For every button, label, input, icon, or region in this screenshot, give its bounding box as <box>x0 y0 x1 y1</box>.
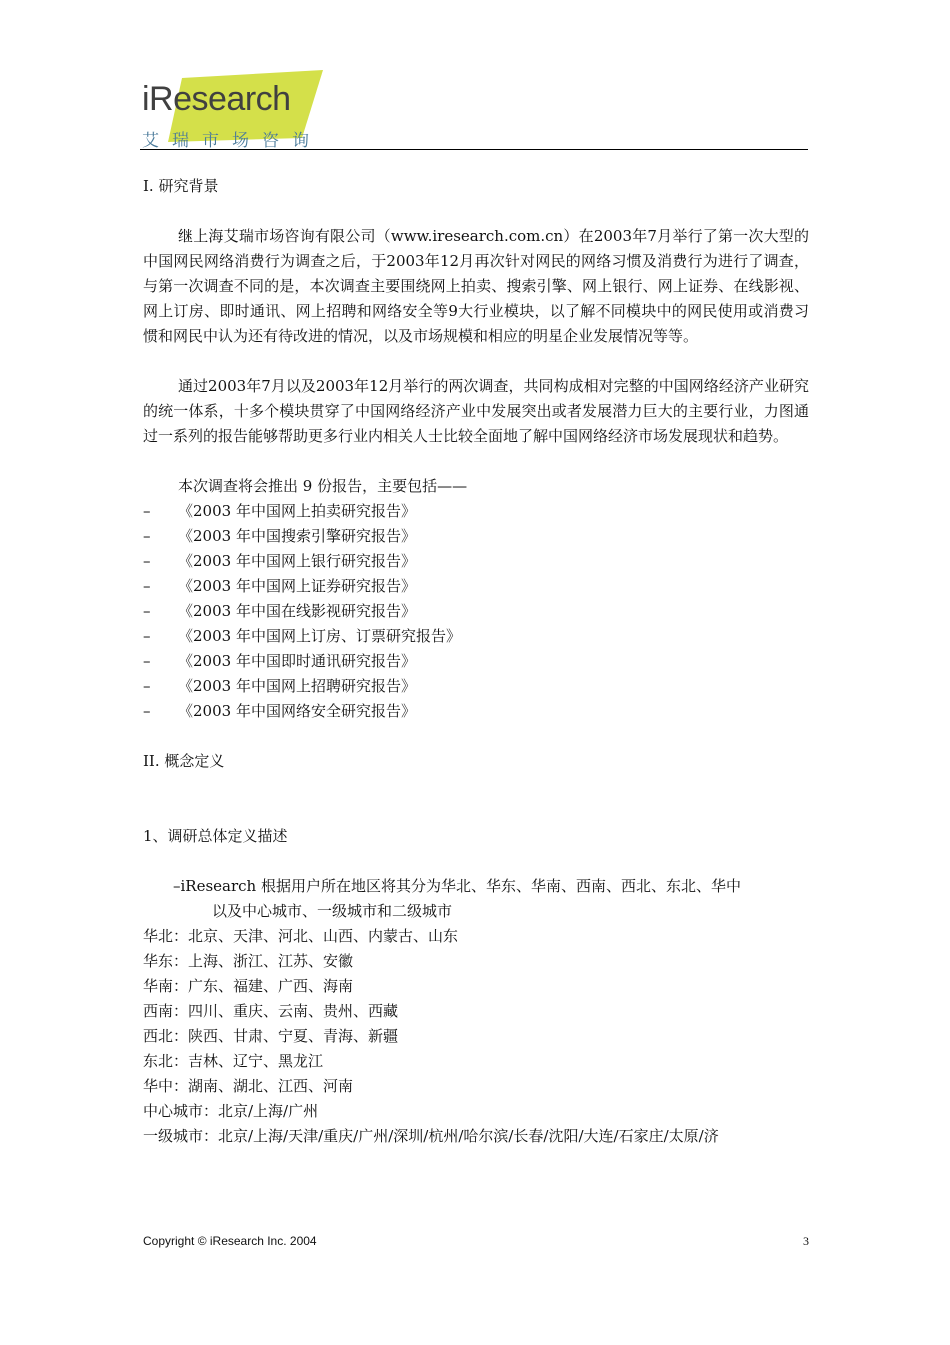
region-line: 西北：陕西、甘肃、宁夏、青海、新疆 <box>143 1027 399 1045</box>
report-item: – 《2003 年中国网上订房、订票研究报告》 <box>143 624 809 649</box>
list-dash: – <box>143 602 151 620</box>
logo-subtitle-text: 艾瑞市场咨询 <box>142 131 322 151</box>
region-note-line-2: 以及中心城市、一级城市和二级城市 <box>212 902 453 920</box>
logo-brand-text: iResearch <box>142 80 291 118</box>
region-line: 华东：上海、浙江、江苏、安徽 <box>143 952 354 970</box>
section-2-title: II. 概念定义 <box>143 752 225 770</box>
document-body <box>143 174 809 1149</box>
report-item: – 《2003 年中国即时通讯研究报告》 <box>143 649 809 674</box>
header-rule <box>140 149 808 150</box>
list-dash: – <box>143 502 151 520</box>
list-dash: – <box>143 677 151 695</box>
report-item: – 《2003 年中国网上银行研究报告》 <box>143 549 809 574</box>
list-dash: – <box>143 552 151 570</box>
report-list <box>143 499 809 724</box>
page-number: 3 <box>803 1234 809 1248</box>
list-dash: – <box>143 627 151 645</box>
reports-intro: 本次调查将会推出 9 份报告，主要包括—— <box>178 477 468 495</box>
logo-graphic <box>140 68 340 153</box>
list-dash: – <box>143 577 151 595</box>
region-line: 华南：广东、福建、广西、海南 <box>143 977 354 995</box>
region-line: 中心城市：北京/上海/广州 <box>143 1102 319 1120</box>
iresearch-logo <box>140 68 340 153</box>
report-item: – 《2003 年中国网上证券研究报告》 <box>143 574 809 599</box>
list-dash: – <box>143 652 151 670</box>
region-note-line-1: –iResearch 根据用户所在地区将其分为华北、华东、华南、西南、西北、东北、华中 <box>173 877 741 895</box>
list-dash: – <box>143 527 151 545</box>
report-item: – 《2003 年中国网络安全研究报告》 <box>143 699 809 724</box>
report-item: – 《2003 年中国网上招聘研究报告》 <box>143 674 809 699</box>
region-line: 西南：四川、重庆、云南、贵州、西藏 <box>143 1002 399 1020</box>
region-line: 华北：北京、天津、河北、山西、内蒙古、山东 <box>143 927 459 945</box>
section-2-subtitle: 1、调研总体定义描述 <box>143 827 288 845</box>
list-dash: – <box>143 702 151 720</box>
copyright-text: Copyright © iResearch Inc. 2004 <box>143 1234 317 1248</box>
section-1-paragraph-2: 通过2003年7月以及2003年12月举行的两次调查，共同构成相对完整的中国网络经济产业研究的统一体系，十多个模块贯穿了中国网络经济产业中发展突出或者发展潜力巨大的主要行业，力图通过一系列的报告能够帮助更多行业内相关人士比较全面地了解中国网络经济市场发展现状和趋势。 <box>143 377 809 445</box>
report-item: – 《2003 年中国搜索引擎研究报告》 <box>143 524 809 549</box>
section-1-title: I. 研究背景 <box>143 177 219 195</box>
region-line: 东北：吉林、辽宁、黑龙江 <box>143 1052 324 1070</box>
report-item: – 《2003 年中国在线影视研究报告》 <box>143 599 809 624</box>
report-item: – 《2003 年中国网上拍卖研究报告》 <box>143 499 809 524</box>
region-line: 华中：湖南、湖北、江西、河南 <box>143 1077 354 1095</box>
region-line: 一级城市：北京/上海/天津/重庆/广州/深圳/杭州/哈尔滨/长春/沈阳/大连/石家庄/太原/济 <box>143 1127 719 1145</box>
section-1-paragraph-1: 继上海艾瑞市场咨询有限公司（www.iresearch.com.cn）在2003年7月举行了第一次大型的中国网民网络消费行为调查之后，于2003年12月再次针对网民的网络习惯及消费行为进行了调查，与第一次调查不同的是，本次调查主要围绕网上拍卖、搜索引擎、网上银行、网上证券、在线影视、网上订房、即时通讯、网上招聘和网络安全等9大行业模块，以了解不同模块中的网民使用或消费习惯和网民中认为还有待改进的情况，以及市场规模和相应的明星企业发展情况等等。 <box>143 227 809 345</box>
